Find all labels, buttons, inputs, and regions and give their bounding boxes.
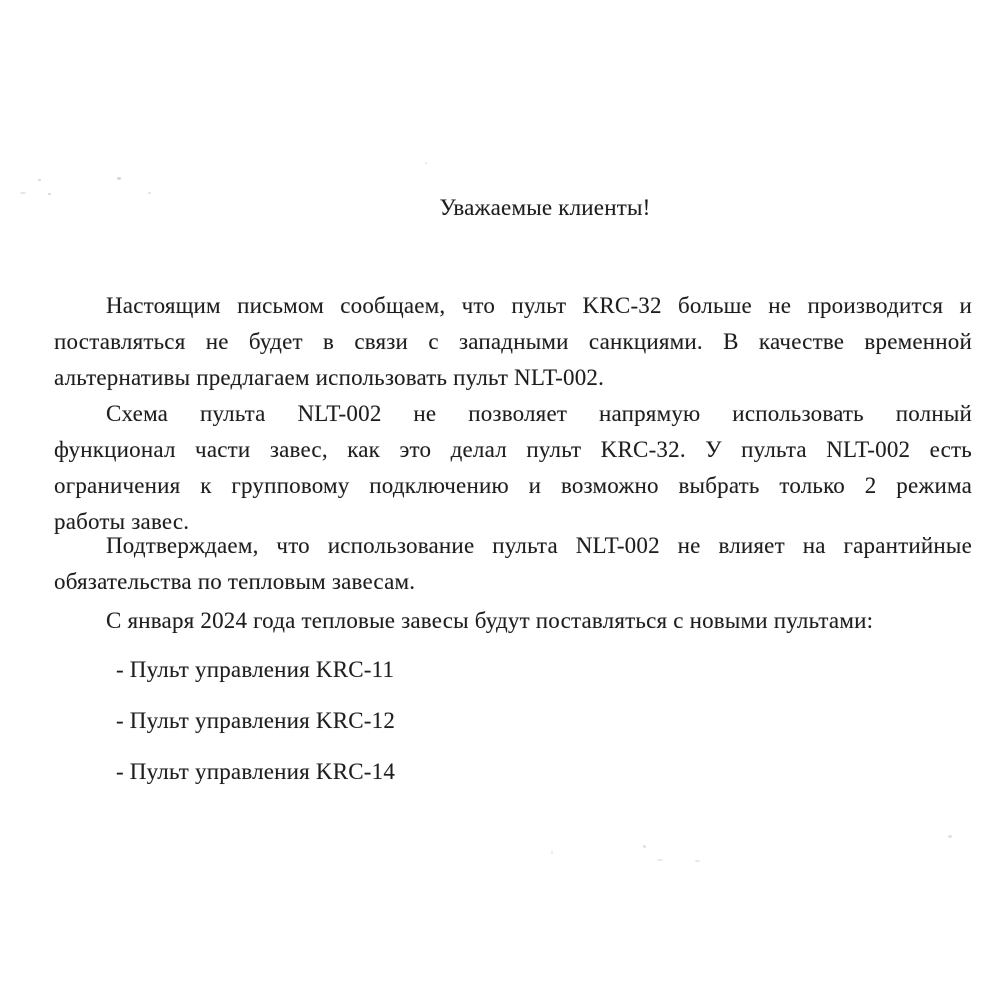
scan-speckle (20, 192, 26, 194)
scan-speckle (148, 192, 151, 194)
paragraph-3-line-1: Подтверждаем, что использование пульта NLT-002 не влияет на гарантийные (106, 533, 972, 558)
list-item-2: - Пульт управления KRC-12 (116, 708, 396, 733)
paragraph-2-line-4: работы завес. (54, 509, 190, 534)
paragraph-3 (54, 528, 972, 600)
scan-speckle (48, 193, 51, 195)
list-item-1: - Пульт управления KRC-11 (116, 657, 395, 682)
scan-speckle (551, 851, 553, 854)
paragraph-1-line-3: альтернативы предлагаем использовать пульт NLT-002. (54, 365, 605, 390)
paragraph-3-line-2: обязательства по тепловым завесам. (54, 569, 416, 594)
scan-speckle (38, 179, 41, 181)
paragraph-1-line-2: поставляться не будет в связи с западными санкциями. В качестве временной (54, 329, 972, 354)
paragraph-4-line-1: С января 2024 года тепловые завесы будут поставляться с новыми пультами: (106, 608, 874, 633)
letter-title: Уважаемые клиенты! (439, 195, 651, 220)
scan-speckle (695, 860, 700, 862)
scan-speckle (117, 177, 121, 180)
paragraph-1 (54, 288, 972, 396)
paragraph-2-line-2: функционал части завес, как это делал пульт KRC-32. У пульта NLT-002 есть (54, 437, 972, 462)
list-item-3: - Пульт управления KRC-14 (116, 759, 396, 784)
paragraph-2-line-1: Схема пульта NLT-002 не позволяет напрямую использовать полный (106, 401, 972, 426)
scan-speckle (643, 845, 646, 848)
paragraph-2-line-3: ограничения к групповому подключению и возможно выбрать только 2 режима (54, 473, 972, 498)
paragraph-2 (54, 396, 972, 540)
scan-speckle (425, 162, 427, 164)
scan-speckle (948, 835, 952, 838)
paragraph-1-line-1: Настоящим письмом сообщаем, что пульт KRC-32 больше не производится и (106, 293, 972, 318)
paragraph-4 (54, 603, 972, 639)
scan-speckle (657, 859, 663, 861)
